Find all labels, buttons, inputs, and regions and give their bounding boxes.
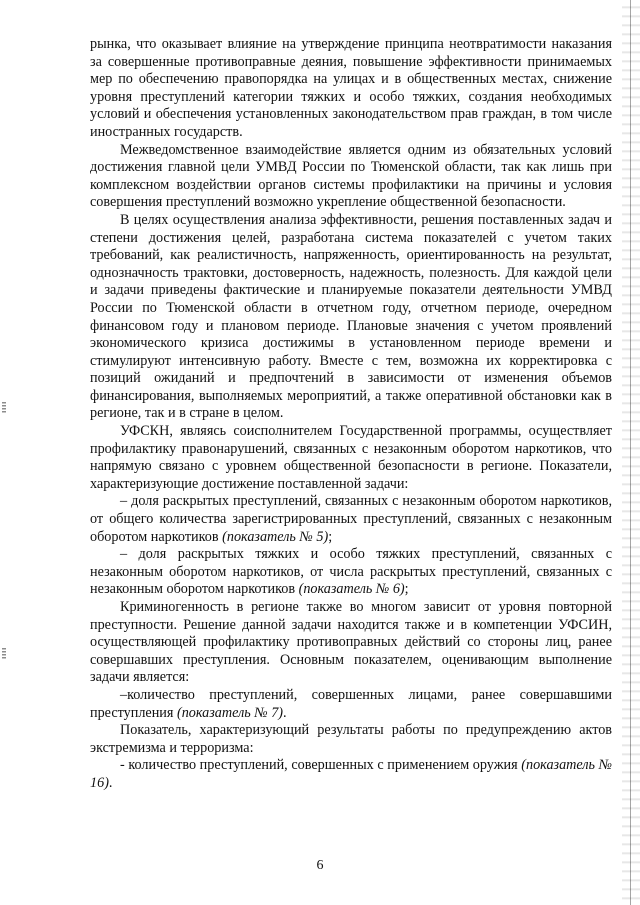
indicator-reference: (показатель № 7) — [176, 704, 284, 721]
paragraph-ufskn: УФСКН, являясь соисполнителем Государственной программы, осуществляет профилактику правонарушений, связанных с незаконным оборотом наркотиков, что напрямую связано с уровнем общественной безопасности в регионе. Показатели, характеризующие достижение поставленной задачи: — [90, 423, 612, 492]
scan-margin-mark — [2, 648, 6, 660]
paragraph-recidivism: Криминогенность в регионе также во многом зависит от уровня повторной преступности. Решение данной задачи находится также и в компетенции УФСИН, осуществляющей профилактику противоправных действий со стороны лиц, ранее совершавших преступления. Основным показателем, оценивающим выполнение задачи является: — [90, 599, 612, 686]
list-item-text: – доля раскрытых преступлений, связанных с незаконным оборотом наркотиков, от общего количества зарегистрированных преступлений, связанных с незаконным оборотом наркотиков — [90, 493, 612, 545]
list-item-end: ; — [404, 581, 409, 598]
list-item-text: - количество преступлений, совершенных с применением оружия — [120, 757, 522, 774]
indicator-reference: (показатель № 6) — [298, 581, 405, 598]
paragraph-continuation: рынка, что оказывает влияние на утверждение принципа неотвратимости наказания за совершенные противоправные деяния, повышение эффективности принимаемых мер по обеспечению правопорядка на улицах и в общественных местах, снижение уровня преступлений категории тяжких и особо тяжких, создания необходимых условий и обеспечения установленных законодательством прав граждан, в том числе иностранных государств. — [90, 36, 612, 140]
indicator-reference: (показатель № 16) — [90, 757, 612, 791]
list-item-indicator-16 — [90, 757, 612, 792]
list-item-indicator-7 — [90, 687, 612, 722]
list-item-indicator-6 — [90, 546, 612, 599]
list-item-end: . — [283, 704, 287, 721]
list-item-indicator-5 — [90, 493, 612, 546]
paragraph-extremism: Показатель, характеризующий результаты работы по предупреждению актов экстремизма и терроризма: — [90, 722, 612, 756]
scan-margin-mark — [2, 402, 6, 414]
list-item-text: – доля раскрытых тяжких и особо тяжких преступлений, связанных с незаконным оборотом наркотиков, от числа раскрытых преступлений, связанных с незаконным оборотом наркотиков — [90, 546, 612, 598]
list-item-text: –количество преступлений, совершенных лицами, ранее совершавшими преступления — [90, 686, 612, 721]
indicator-reference: (показатель № 5) — [222, 528, 329, 545]
paragraph-indicators-system: В целях осуществления анализа эффективности, решения поставленных задач и степени достижения целей, разработана система показателей с учетом таких требований, как реалистичность, напряженность, ориентированность на результат, однозначность трактовки, достоверность, надежность, полезность. Для каждой цели и задачи приведены фактические и планируемые показатели деятельности УМВД России по Тюменской области в отчетном году, отчетном периоде, очередном финансовом году и плановом периоде. Плановые значения с учетом проявлений экономического кризиса достижимы в установленном периоде времени и стимулируют интенсивную работу. Вместе с тем, возможна их корректировка с позиций ожиданий и предпочтений в зависимости от изменения объемов финансирования, выполняемых мероприятий, а также оперативной обстановки как в регионе, так и в стране в целом. — [90, 211, 612, 422]
page-number: 6 — [316, 858, 324, 873]
document-body — [90, 36, 612, 793]
list-item-end: . — [108, 774, 113, 791]
paragraph-interagency: Межведомственное взаимодействие является одним из обязательных условий достижения главной цели УМВД России по Тюменской области, так как лишь при комплексном воздействии органов системы профилактики на причины и условия совершения преступлений возможно укрепление общественной безопасности. — [90, 141, 612, 211]
list-item-end: ; — [328, 528, 333, 545]
scan-edge-artifact — [622, 0, 640, 905]
scan-edge-line — [630, 0, 631, 905]
